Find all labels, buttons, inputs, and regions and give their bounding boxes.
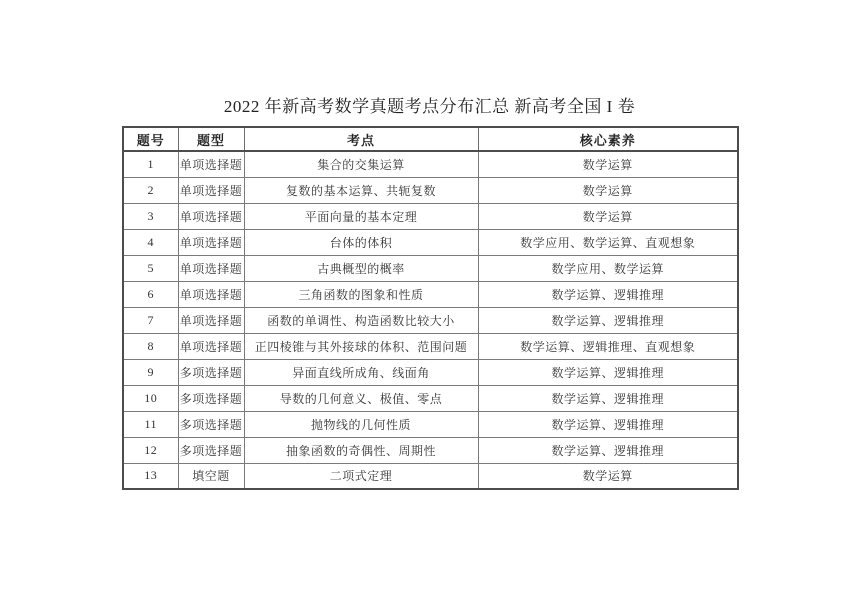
table-cell: 13 xyxy=(123,463,178,489)
table-cell: 古典概型的概率 xyxy=(244,255,478,281)
table-cell: 数学运算 xyxy=(478,203,738,229)
table-cell: 11 xyxy=(123,411,178,437)
table-row xyxy=(123,151,738,177)
table-row xyxy=(123,333,738,359)
table-row xyxy=(123,411,738,437)
table-cell: 12 xyxy=(123,437,178,463)
table-cell: 异面直线所成角、线面角 xyxy=(244,359,478,385)
table-cell: 数学应用、数学运算、直观想象 xyxy=(478,229,738,255)
table-row xyxy=(123,463,738,489)
table-cell: 正四棱锥与其外接球的体积、范围问题 xyxy=(244,333,478,359)
table-cell: 数学运算 xyxy=(478,463,738,489)
header-cell-core-competency: 核心素养 xyxy=(478,127,738,151)
table-cell: 单项选择题 xyxy=(178,281,244,307)
table-cell: 三角函数的图象和性质 xyxy=(244,281,478,307)
header-cell-test-point: 考点 xyxy=(244,127,478,151)
table-cell: 抛物线的几何性质 xyxy=(244,411,478,437)
table-cell: 复数的基本运算、共轭复数 xyxy=(244,177,478,203)
exam-table-body xyxy=(123,151,738,489)
page-title: 2022 年新高考数学真题考点分布汇总 新高考全国 I 卷 xyxy=(223,97,636,116)
table-row xyxy=(123,281,738,307)
table-cell: 单项选择题 xyxy=(178,333,244,359)
table-cell: 数学运算、逻辑推理 xyxy=(478,411,738,437)
table-cell: 单项选择题 xyxy=(178,177,244,203)
header-cell-question-type: 题型 xyxy=(178,127,244,151)
table-cell: 10 xyxy=(123,385,178,411)
table-cell: 平面向量的基本定理 xyxy=(244,203,478,229)
table-row xyxy=(123,229,738,255)
table-cell: 单项选择题 xyxy=(178,151,244,177)
table-cell: 单项选择题 xyxy=(178,229,244,255)
table-row xyxy=(123,307,738,333)
table-cell: 多项选择题 xyxy=(178,411,244,437)
table-cell: 函数的单调性、构造函数比较大小 xyxy=(244,307,478,333)
table-cell: 多项选择题 xyxy=(178,385,244,411)
table-cell: 数学运算 xyxy=(478,151,738,177)
table-row xyxy=(123,203,738,229)
table-cell: 3 xyxy=(123,203,178,229)
table-row xyxy=(123,437,738,463)
table-cell: 数学运算、逻辑推理 xyxy=(478,281,738,307)
table-cell: 导数的几何意义、极值、零点 xyxy=(244,385,478,411)
table-cell: 数学应用、数学运算 xyxy=(478,255,738,281)
table-cell: 数学运算、逻辑推理 xyxy=(478,359,738,385)
table-cell: 数学运算、逻辑推理 xyxy=(478,437,738,463)
table-cell: 7 xyxy=(123,307,178,333)
table-cell: 数学运算、逻辑推理 xyxy=(478,385,738,411)
table-cell: 数学运算、逻辑推理 xyxy=(478,307,738,333)
table-cell: 台体的体积 xyxy=(244,229,478,255)
table-header-row xyxy=(123,127,738,151)
table-cell: 多项选择题 xyxy=(178,359,244,385)
table-cell: 2 xyxy=(123,177,178,203)
table-cell: 集合的交集运算 xyxy=(244,151,478,177)
table-cell: 抽象函数的奇偶性、周期性 xyxy=(244,437,478,463)
table-cell: 数学运算、逻辑推理、直观想象 xyxy=(478,333,738,359)
table-cell: 5 xyxy=(123,255,178,281)
header-cell-question-number: 题号 xyxy=(123,127,178,151)
table-cell: 8 xyxy=(123,333,178,359)
table-cell: 1 xyxy=(123,151,178,177)
table-cell: 单项选择题 xyxy=(178,255,244,281)
table-row xyxy=(123,359,738,385)
table-cell: 二项式定理 xyxy=(244,463,478,489)
table-cell: 数学运算 xyxy=(478,177,738,203)
table-cell: 6 xyxy=(123,281,178,307)
exam-table xyxy=(122,126,739,490)
table-cell: 9 xyxy=(123,359,178,385)
table-cell: 填空题 xyxy=(178,463,244,489)
table-cell: 4 xyxy=(123,229,178,255)
table-row xyxy=(123,177,738,203)
table-cell: 单项选择题 xyxy=(178,203,244,229)
table-cell: 多项选择题 xyxy=(178,437,244,463)
table-row xyxy=(123,255,738,281)
table-cell: 单项选择题 xyxy=(178,307,244,333)
table-row xyxy=(123,385,738,411)
